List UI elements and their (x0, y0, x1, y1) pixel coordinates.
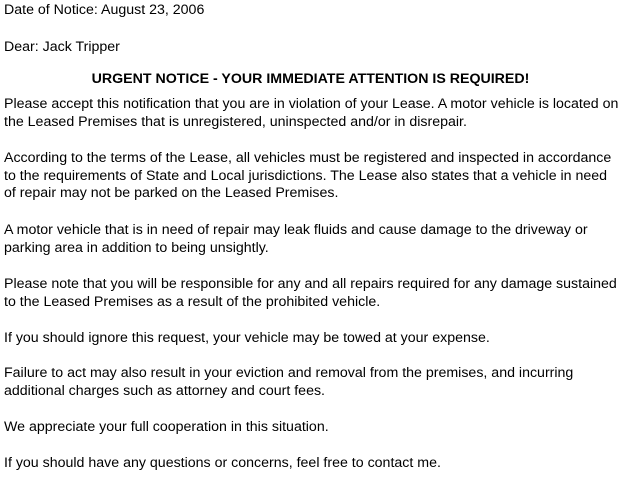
paragraph-cooperation: We appreciate your full cooperation in this situation. (4, 419, 329, 435)
paragraph-contact: If you should have any questions or concerns, feel free to contact me. (4, 455, 441, 471)
date-of-notice: Date of Notice: August 23, 2006 (4, 2, 205, 18)
paragraph-responsibility: Please note that you will be responsible for any and all repairs required for any damage sustained to the Leased Premises as a result of the prohibited vehicle. (4, 276, 617, 310)
paragraph-violation: Please accept this notification that you are in violation of your Lease. A motor vehicle is located on the Leased Premises that is unregistered, uninspected and/or in disrepair. (4, 96, 619, 130)
paragraph-damage: A motor vehicle that is in need of repair may leak fluids and cause damage to the driveway or parking area in addition to being unsightly. (4, 222, 588, 256)
paragraph-eviction: Failure to act may also result in your eviction and removal from the premises, and incurring additional charges such as attorney and court fees. (4, 365, 574, 399)
salutation: Dear: Jack Tripper (4, 39, 120, 55)
paragraph-towing: If you should ignore this request, your vehicle may be towed at your expense. (4, 330, 490, 346)
urgent-heading: URGENT NOTICE - YOUR IMMEDIATE ATTENTION IS REQUIRED! (91, 71, 530, 87)
paragraph-lease-terms: According to the terms of the Lease, all vehicles must be registered and inspected in accordance to the requirements of State and Local jurisdictions. The Lease also states that a vehicle in need of repair may not be parked on the Leased Premises. (4, 150, 612, 201)
